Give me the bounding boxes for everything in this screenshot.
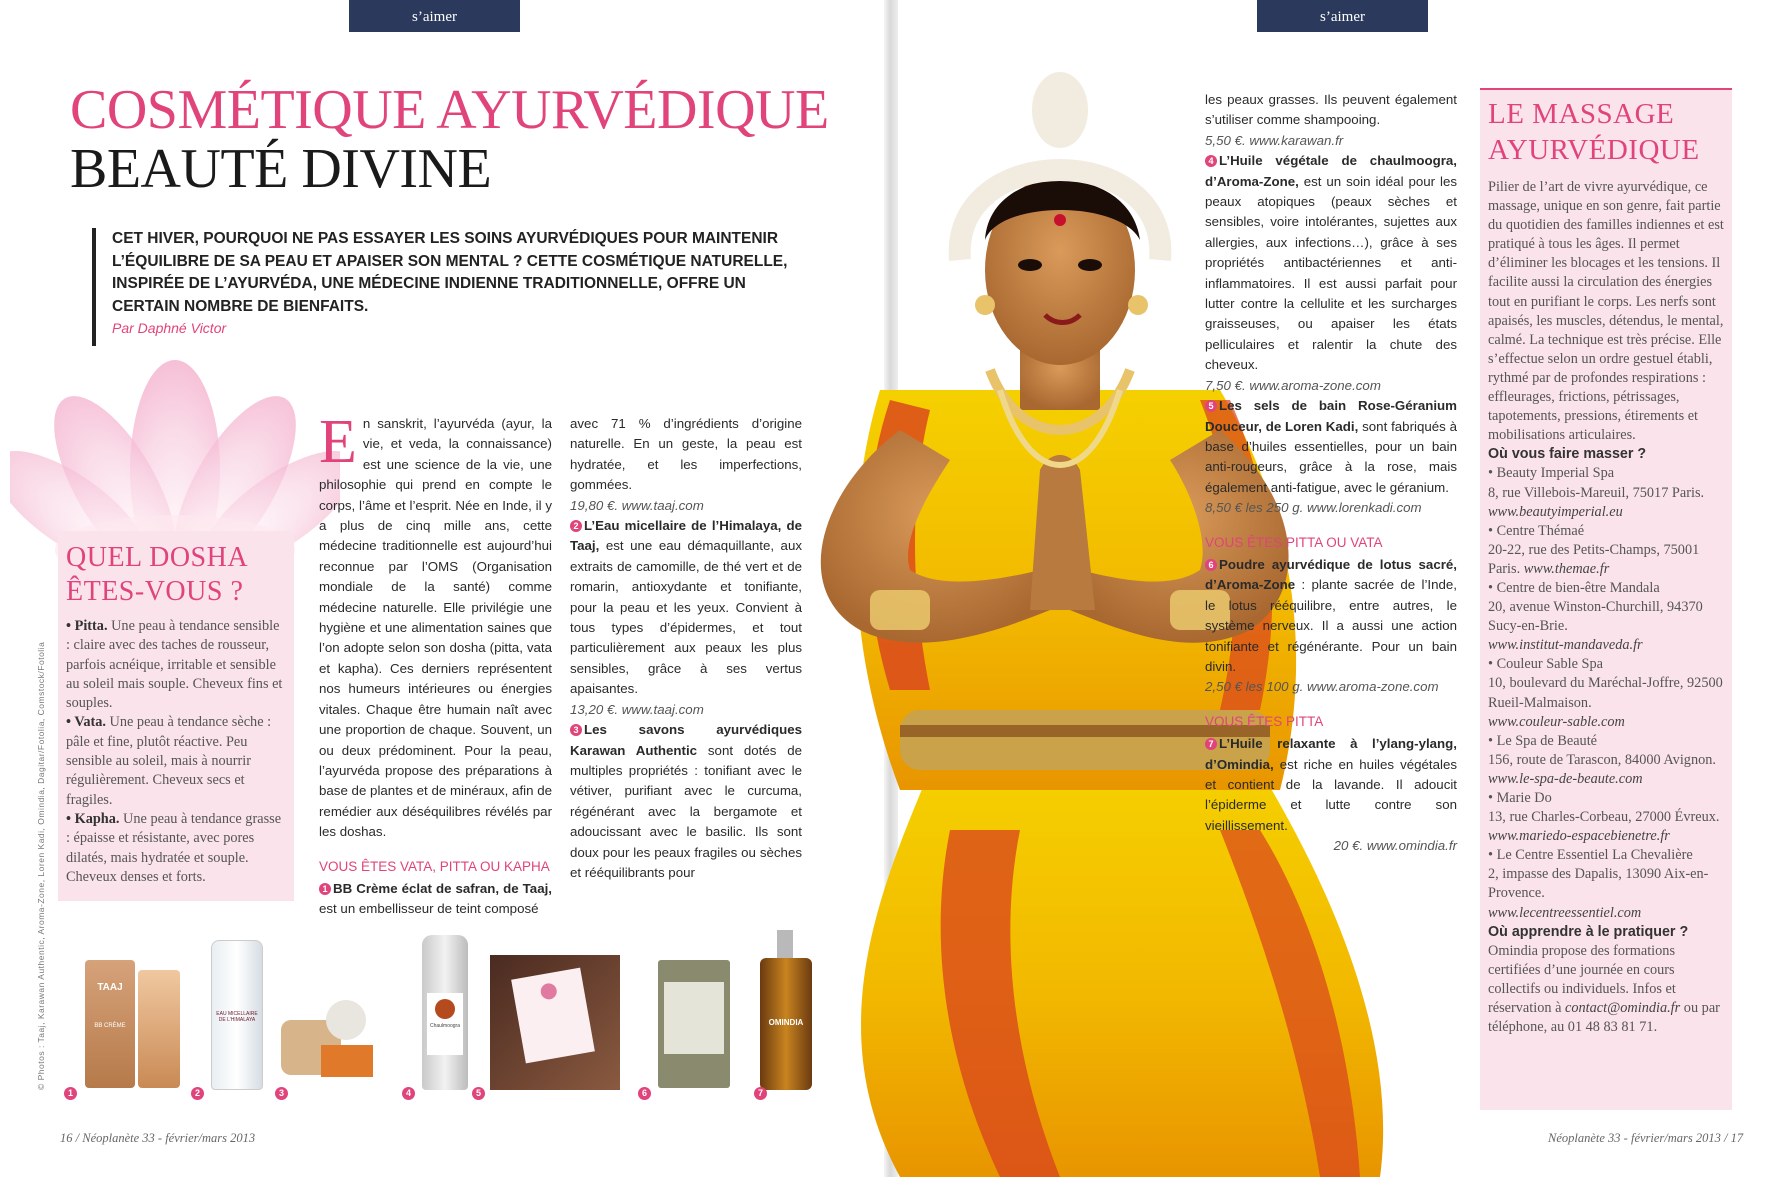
col2-intro: avec 71 % d’ingrédients d’origine naturelle. En un geste, la peau est hydratée, et les imperfections, gommées. (570, 416, 802, 493)
spa-link[interactable]: www.couleur-sable.com (1488, 713, 1625, 730)
product-number: 1 (64, 1087, 77, 1100)
dosha-desc: Une peau à tendance sensible : claire avec des taches de rousseur, parfois acnéique, irritable et sensible au soleil mais souple. Cheveux fins et souples. (66, 618, 283, 712)
spa-name: • Couleur Sable Spa (1488, 656, 1603, 673)
spa-name: • Le Centre Essentiel La Chevalière (1488, 847, 1693, 864)
spa-item (1488, 579, 1724, 655)
product-chaulmoogra-oil-bottle (422, 935, 468, 1090)
product-name: Les sels de bain Rose-Géranium Douceur, de Loren Kadi, (1205, 398, 1457, 434)
subhead-pitta: VOUS ÊTES PITTA (1205, 713, 1324, 729)
product-name: BB Crème éclat de safran, de Taaj, (333, 880, 552, 896)
product-desc: : plante sacrée de l’Inde, le lotus rééquilibre, entre autres, le système nerveux. Il a aussi une action tonifiante et régénérante. Pour un bain divin. (1205, 577, 1457, 674)
number-badge: 5 (1205, 400, 1217, 412)
magazine-issue-right: Néoplanète 33 - février/mars 2013 (1548, 1131, 1721, 1145)
product-item-7 (1205, 734, 1457, 836)
number-badge: 1 (319, 883, 331, 895)
section-tab-left: s’aimer (349, 0, 520, 32)
dosha-title: QUEL DOSHA ÊTES-VOUS ? (66, 542, 247, 607)
col1-body-text: n sanskrit, l’ayurvéda (ayur, la vie, et veda, la connaissance) est une science de la vie, une philosophie qui prend en compte le corps, l’âme et l’esprit. Née en Inde, il y a plus de cinq mille ans, cette médecine traditionnelle est aujourd’hui reconnue par l’OMS (Organisation mondiale de la santé) comme médecine naturelle. Elle privilégie une hygiène et une alimentation saines que l’on adopte selon son dosha (pitta, vata et kapha). Ces derniers représentent nos humeurs intérieures ou énergies vitales. Chaque être humain naît avec une proportion de chaque. Souvent, un ou deux prédominent. Pour la peau, l’ayurvéda propose des préparations à base de plantes et de minéraux, afin de remédier aux déséquilibres révélés par les doshas. (319, 416, 552, 840)
flower-icon (539, 982, 558, 1001)
product-strip (60, 930, 820, 1100)
spa-link[interactable]: www.institut-mandaveda.fr (1488, 637, 1643, 654)
product-item-1 (319, 879, 552, 920)
soap-bag (326, 1000, 366, 1040)
dosha-item-kapha (66, 810, 286, 887)
spa-link[interactable]: www.le-spa-de-beaute.com (1488, 770, 1643, 787)
magazine-issue-left: Néoplanète 33 - février/mars 2013 (82, 1131, 256, 1145)
product-bath-salts-photo (490, 955, 620, 1090)
product-number: 7 (754, 1087, 767, 1100)
price-2: 13,20 €. www.taaj.com (570, 701, 704, 717)
spa-address: 2, impasse des Dapalis, 13090 Aix-en-Provence. (1488, 866, 1709, 902)
massage-outro (1488, 942, 1724, 1037)
product-desc: est une eau démaquillante, aux extraits de camomille, de thé vert et de romarin, antioxydante et tonifiante, pour la peau et les yeux. Convient à tous types d’épidermes, et tout particulièrement aux peaux les plus sensibles, grâce à ses vertus apaisantes. (570, 538, 802, 697)
product-bb-cream-tube (85, 960, 135, 1088)
footer-right: Néoplanète 33 - février/mars 2013 / 17 (1548, 1131, 1744, 1145)
spa-link[interactable]: www.lecentreessentiel.com (1488, 904, 1642, 921)
page-number-right: 17 (1730, 1131, 1744, 1145)
dosha-item-vata (66, 713, 286, 809)
dosha-list (66, 617, 286, 887)
article-title-line2: BEAUTÉ DIVINE (70, 138, 492, 200)
spa-address: 8, rue Villebois-Mareuil, 75017 Paris. (1488, 484, 1705, 501)
article-title-line1: COSMÉTIQUE AYURVÉDIQUE (70, 79, 829, 141)
spray-nozzle (777, 930, 793, 958)
fruit-image (435, 999, 455, 1019)
spa-list (1488, 464, 1724, 922)
dosha-item-pitta (66, 617, 286, 713)
number-badge: 6 (1205, 559, 1217, 571)
product-item-5 (1205, 396, 1457, 498)
outro-text: Omindia propose des formations certifiées d’une journée en cours collectifs ou individuels. Infos et réservation à (1488, 942, 1676, 1017)
product-name: L’Huile végétale de chaulmoogra, d’Aroma-Zone, (1205, 153, 1457, 189)
massage-body (1488, 178, 1724, 1037)
number-badge: 7 (1205, 738, 1217, 750)
product-soaps (281, 1000, 376, 1085)
question-where-massage: Où vous faire masser ? (1488, 446, 1647, 463)
product-lotus-powder-pouch (658, 960, 730, 1088)
product-desc: est riche en huiles végétales et contient de la lavande. Il adoucit l’épiderme et lutte contre son vieillissement. (1205, 756, 1457, 833)
price-7: 20 €. www.omindia.fr (1333, 838, 1457, 854)
spa-address: 10, boulevard du Maréchal-Joffre, 92500 Rueil-Malmaison. (1488, 675, 1723, 711)
photo-credit (30, 641, 50, 1090)
dosha-sidebar (58, 531, 294, 901)
product-number: 6 (638, 1087, 651, 1100)
byline: Par Daphné Victor (112, 320, 227, 336)
product-name: Les savons ayurvédiques Karawan Authentic (570, 722, 802, 758)
product-bb-cream-tube-2 (138, 970, 180, 1088)
price-5: 8,50 € les 250 g. www.lorenkadi.com (1205, 500, 1422, 516)
number-badge: 4 (1205, 155, 1217, 167)
price-3: 5,50 €. www.karawan.fr (1205, 132, 1344, 148)
price-6: 2,50 € les 100 g. www.aroma-zone.com (1205, 679, 1439, 695)
pouch-label (664, 982, 724, 1054)
article-column-3 (1205, 90, 1457, 890)
product-micellar-water-bottle (211, 940, 263, 1090)
question-where-learn: Où apprendre à le pratiquer ? (1488, 923, 1689, 940)
product-item-4 (1205, 151, 1457, 375)
footer-left: 16 / Néoplanète 33 - février/mars 2013 (60, 1131, 256, 1145)
bottle-label (427, 993, 463, 1055)
product-label: BB CRÈME (94, 1023, 126, 1029)
subhead-vata-pitta-kapha: VOUS ÊTES VATA, PITTA OU KAPHA (319, 858, 550, 874)
product-label: EAU MICELLAIRE DE L’HIMALAYA (216, 1011, 258, 1023)
dosha-desc: Une peau à tendance grasse : épaisse et résistante, avec pores dilatés, mais hydratée et souple. Cheveux denses et forts. (66, 810, 282, 885)
email-link[interactable]: contact@omindia.fr (1565, 1000, 1681, 1017)
price-1: 19,80 €. www.taaj.com (570, 497, 704, 513)
product-number: 4 (402, 1087, 415, 1100)
spa-name: • Centre Thémaé (1488, 522, 1585, 539)
price-4: 7,50 €. www.aroma-zone.com (1205, 377, 1381, 393)
product-item-6 (1205, 555, 1457, 677)
massage-title: LE MASSAGE AYURVÉDIQUE (1488, 98, 1700, 166)
massage-intro: Pilier de l’art de vivre ayurvédique, ce massage, unique en son genre, fait partie du quotidien des familles indiennes et est pratiqué à tous les âges. Il permet d’éliminer les blocages et les tensions. Il facilite aussi la circulation des énergies tout en purifiant le corps. Les nerfs sont apaisés, les muscles, détendus, le mental, calmé. La technique est très précise. Elle s’effectue selon un ordre gestuel établi, rythmé par de profondes respirations : effleurages, frictions, pétrissages, tapotements, pressions, étirements et mobilisations articulaires. (1488, 179, 1724, 444)
product-name: L’Eau micellaire de l’Himalaya, de Taaj, (570, 518, 802, 554)
product-number: 5 (472, 1087, 485, 1100)
spa-item (1488, 846, 1724, 922)
product-desc: est un soin idéal pour les peaux atopiques (peaux sèches et sensibles, voire intolérantes, sujettes aux allergies, aux infections…), grâce à ses propriétés antibactériennes et anti-inflammatoires. Il est aussi parfait pour lutter contre la cellulite et les surcharges graisseuses, ou apaiser les états pelliculaires et ralentir la chute des cheveux. (1205, 173, 1457, 373)
spa-name: • Le Spa de Beauté (1488, 732, 1598, 749)
intro-text: CET HIVER, POURQUOI NE PAS ESSAYER LES SOINS AYURVÉDIQUES POUR MAINTENIR L’ÉQUILIBRE DE SA PEAU ET APAISER SON MENTAL ? CETTE COSMÉTIQUE NATURELLE, INSPIRÉE DE L’AYURVÉDA, UNE MÉDECINE INDIENNE TRADITIONNELLE, OFFRE UN CERTAIN NOMBRE DE BIENFAITS. (112, 230, 788, 315)
dosha-label: • Pitta. (66, 618, 108, 634)
product-desc: sont fabriqués à base d’huiles essentielles, pour un bain anti-rougeurs, grâce à la rose, mais également anti-fatigue, avec le géranium. (1205, 418, 1457, 495)
spa-item (1488, 655, 1724, 731)
spa-item (1488, 789, 1724, 846)
spa-item (1488, 464, 1724, 521)
spa-address: 20-22, rue des Petits-Champs, 75001 Paris. (1488, 541, 1700, 577)
number-badge: 2 (570, 520, 582, 532)
massage-sidebar (1480, 88, 1732, 1110)
product-name: Poudre ayurvédique de lotus sacré, d’Aroma-Zone (1205, 556, 1457, 593)
bath-salt-sachet (511, 968, 595, 1064)
spa-name: • Centre de bien-être Mandala (1488, 579, 1660, 596)
product-label: OMINDIA (768, 1018, 804, 1027)
spa-item (1488, 732, 1724, 789)
number-badge: 3 (570, 724, 582, 736)
spa-address: 20, avenue Winston-Churchill, 94370 Sucy-en-Brie. (1488, 599, 1703, 635)
spa-name: • Beauty Imperial Spa (1488, 465, 1615, 482)
spa-link[interactable]: www.beautyimperial.eu (1488, 503, 1623, 520)
drop-cap: E (319, 408, 357, 476)
product-desc: sont dotés de multiples propriétés : tonifiant avec le vétiver, purifiant avec le curcuma, régénérant avec la bergamote et adoucissant avec le basilic. Ils sont doux pour les peaux fragiles ou sèches et rééquilibrants pour (570, 742, 802, 880)
spa-link[interactable]: www.themae.fr (1523, 560, 1610, 577)
soap-box (321, 1045, 373, 1077)
product-number: 3 (275, 1087, 288, 1100)
spa-item (1488, 522, 1724, 579)
section-tab-right: s’aimer (1257, 0, 1428, 32)
dosha-label: • Vata. (66, 714, 106, 731)
product-brand: TAAJ (97, 982, 123, 993)
spa-address: 156, route de Tarascon, 84000 Avignon. (1488, 751, 1716, 768)
subhead-pitta-vata: VOUS ÊTES PITTA OU VATA (1205, 534, 1383, 550)
photo-credit-text: © Photos : Taaj, Karawan Authentic, Aroma-Zone, Loren Kadi, Omindia, Dagitar/Fotolia, Comstock/Fotolia (36, 641, 46, 1090)
product-label: Chaulmoogra (429, 1023, 461, 1029)
dosha-label: • Kapha. (66, 810, 120, 827)
product-number: 2 (191, 1087, 204, 1100)
spa-address: 13, rue Charles-Corbeau, 27000 Évreux. (1488, 809, 1720, 826)
col3-intro: les peaux grasses. Ils peuvent également s’utiliser comme shampooing. (1205, 92, 1457, 128)
outro-phone: ou par téléphone, au 01 48 83 81 71. (1488, 1000, 1720, 1036)
dosha-desc: Une peau à tendance sèche : pâle et fine, plutôt réactive. Peu sensible au soleil, mais à nourrir régulièrement. Cheveux secs et fragiles. (66, 714, 272, 808)
spa-name: • Marie Do (1488, 790, 1552, 806)
spa-link[interactable]: www.mariedo-espacebienetre.fr (1488, 828, 1670, 845)
article-column-1 (319, 408, 552, 917)
product-name: L’Huile relaxante à l’ylang-ylang, d’Omindia, (1205, 736, 1457, 772)
product-omindia-oil-bottle (760, 958, 812, 1090)
product-desc: est un embellisseur de teint composé (319, 901, 539, 917)
page-number-left: 16 (60, 1131, 73, 1145)
col1-body (319, 408, 552, 843)
